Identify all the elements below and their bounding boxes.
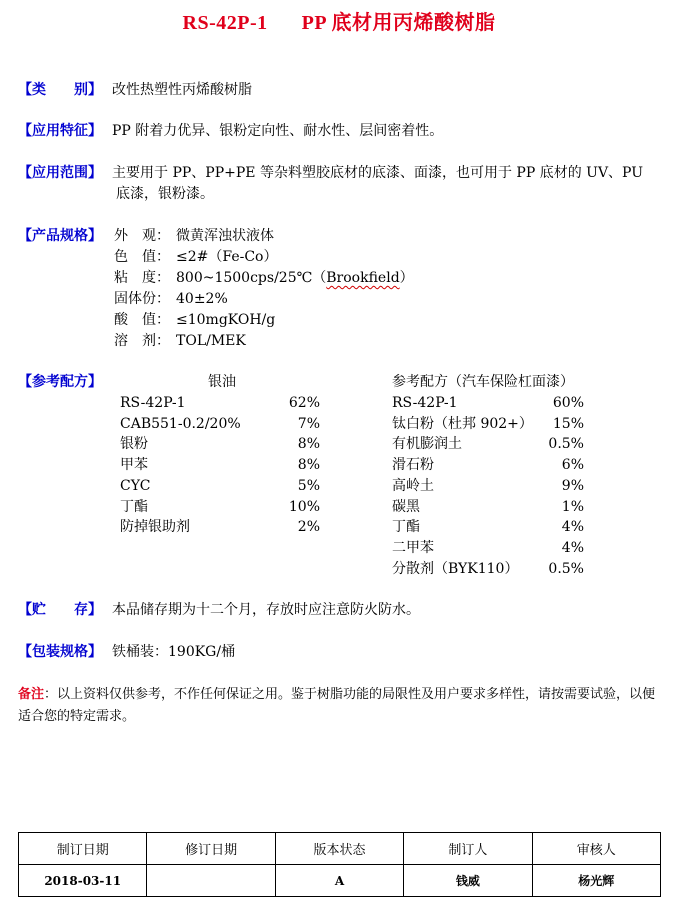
spec-item: 色 值： ≤2#（Fe-Co） [114,249,278,265]
header-revised-date: 修订日期 [147,833,275,865]
formula-ingredient: 滑石粉 [392,457,434,474]
category-section [18,80,252,101]
formula-percentage: 2% [297,519,320,536]
header-author: 制订人 [404,833,532,865]
storage-label: 【贮 存】 [18,602,102,618]
version: A [275,865,403,897]
header-created-date: 制订日期 [19,833,147,865]
formula-percentage: 1% [561,498,584,515]
formula-percentage: 8% [297,457,320,474]
formula-ingredient: 钛白粉（杜邦 902+） [392,415,533,432]
created-date: 2018-03-11 [19,865,147,897]
formula-ingredient: 有机膨润土 [392,436,462,453]
document-title [0,6,678,35]
revised-date [147,865,275,897]
formula-percentage: 8% [297,436,320,453]
revision-table-header [19,833,661,865]
formula-label: 【参考配方】 [18,374,102,390]
formula-label-row [18,372,102,393]
scope-line2: 底漆，银粉漆。 [116,186,214,202]
revision-table-row [19,865,661,897]
formula-percentage: 5% [297,477,320,494]
formula-percentage: 10% [288,498,320,515]
formula-ingredient: 丁酯 [120,498,148,515]
category-value: 改性热塑性丙烯酸树脂 [112,82,252,98]
spellcheck-underline: Brookfield [326,270,400,286]
formula-percentage: 4% [561,539,584,556]
formula-ingredient: 高岭土 [392,477,434,494]
formula-ingredient: RS-42P-1 [120,395,186,411]
packaging-value: 铁桶装：190KG/桶 [112,644,236,660]
spec-item: 酸 值： ≤10mgKOH/g [114,312,276,328]
spec-label: 【产品规格】 [18,228,102,244]
formula-percentage: 62% [288,395,320,411]
scope-label: 【应用范围】 [18,165,102,181]
formula-ingredient: 二甲苯 [392,539,434,556]
formula-ingredient: 银粉 [120,436,148,453]
note-label: 备注 [18,687,45,702]
formula-right-title: 参考配方（汽车保险杠面漆） [392,374,574,390]
formula-left-title: 银油 [208,374,236,390]
storage-section [18,600,420,621]
scope-section [18,163,643,184]
formula-ingredient: 丁酯 [392,519,420,536]
reviewer: 杨光辉 [532,865,660,897]
formula-ingredient: 甲苯 [120,457,148,474]
scope-line1: 主要用于 PP、PP+PE 等杂料塑胶底材的底漆、面漆，也可用于 PP 底材的 UV、PU [112,165,644,181]
formula-percentage: 0.5% [548,560,584,577]
note-text: ：以上资料仅供参考，不作任何保证之用。鉴于树脂功能的局限性及用户要求多样性，请按需要试验，以便适合您的特定需求。 [18,687,656,724]
packaging-section [18,642,235,663]
formula-ingredient: 防掉银助剂 [120,519,190,536]
formula-percentage: 6% [561,457,584,474]
spec-item: 溶 剂： TOL/MEK [114,333,246,349]
formula-ingredient: RS-42P-1 [392,395,458,411]
formula-ingredient: CYC [120,477,151,494]
category-label: 【类 别】 [18,82,102,98]
header-reviewer: 审核人 [532,833,660,865]
formula-ingredient: 分散剂（BYK110） [392,560,519,577]
formula-percentage: 4% [561,519,584,536]
header-version: 版本状态 [275,833,403,865]
formula-percentage: 60% [552,395,584,411]
product-name: PP 底材用丙烯酸树脂 [301,12,496,34]
storage-value: 本品储存期为十二个月，存放时应注意防火防水。 [112,602,420,618]
features-value: PP 附着力优异、银粉定向性、耐水性、层间密着性。 [112,123,444,139]
formula-percentage: 9% [561,477,584,494]
formula-ingredient: CAB551-0.2/20% [120,415,241,432]
formula-percentage: 15% [552,415,584,432]
author: 钱威 [404,865,532,897]
formula-percentage: 0.5% [548,436,584,453]
disclaimer-note [18,684,668,728]
spec-label-row [18,226,102,247]
formula-ingredient: 碳黑 [392,498,420,515]
product-code: RS-42P-1 [182,12,268,34]
revision-table [18,832,661,897]
spec-item: 粘 度： 800~1500cps/25℃（Brookfield） [114,270,414,286]
features-label: 【应用特征】 [18,123,102,139]
features-section [18,121,443,142]
spec-item: 外 观： 微黄浑浊状液体 [114,228,274,244]
formula-percentage: 7% [297,415,320,432]
packaging-label: 【包装规格】 [18,644,102,660]
spec-item: 固体份： 40±2% [114,291,228,307]
